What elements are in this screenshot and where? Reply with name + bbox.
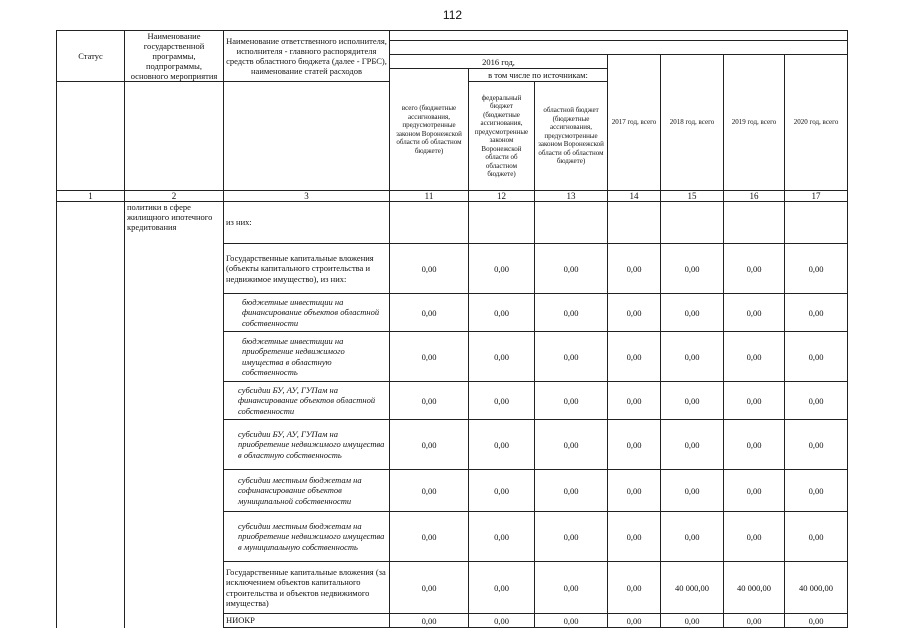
value-2016-federal: 0,00 xyxy=(469,614,535,628)
value-2020: 0,00 xyxy=(785,294,848,332)
value-2016-federal: 0,00 xyxy=(469,562,535,614)
value-2018: 0,00 xyxy=(661,614,724,628)
value-2017: 0,00 xyxy=(608,332,661,382)
value-2019: 0,00 xyxy=(724,294,785,332)
value-2018: 0,00 xyxy=(661,332,724,382)
value-2016-total: 0,00 xyxy=(390,470,469,512)
row-name: бюджетные инвестиции на финансирование объектов областной собственности xyxy=(224,294,390,332)
header-executor-cont xyxy=(224,82,390,191)
column-number: 12 xyxy=(469,191,535,202)
value-2016-federal: 0,00 xyxy=(469,512,535,562)
value-2018: 0,00 xyxy=(661,512,724,562)
value-2017 xyxy=(608,202,661,244)
row-name: из них: xyxy=(224,202,390,244)
value-2019: 40 000,00 xyxy=(724,562,785,614)
header-status: Статус xyxy=(57,31,125,82)
row-name: бюджетные инвестиции на приобретение недвижимого имущества в областную собственность xyxy=(224,332,390,382)
value-2020: 0,00 xyxy=(785,512,848,562)
column-number: 1 xyxy=(57,191,125,202)
header-federal: федеральный бюджет (бюджетные ассигнования, предусмотренные законом Воронежской области об областном бюджете) xyxy=(469,82,535,191)
row-name: субсидии БУ, АУ, ГУПам на финансирование объектов областной собственности xyxy=(224,382,390,420)
value-2016-regional xyxy=(535,202,608,244)
value-2016-regional: 0,00 xyxy=(535,614,608,628)
value-2019: 0,00 xyxy=(724,614,785,628)
header-program-cont xyxy=(125,82,224,191)
value-2016-federal: 0,00 xyxy=(469,420,535,470)
status-cell xyxy=(57,202,125,628)
value-2018: 40 000,00 xyxy=(661,562,724,614)
value-2020: 0,00 xyxy=(785,244,848,294)
value-2017: 0,00 xyxy=(608,512,661,562)
row-name: субсидии местным бюджетам на приобретение недвижимого имущества в муниципальную собственность xyxy=(224,512,390,562)
value-2016-total: 0,00 xyxy=(390,244,469,294)
value-2017: 0,00 xyxy=(608,294,661,332)
header-by-sources: в том числе по источникам: xyxy=(469,69,608,82)
column-number: 17 xyxy=(785,191,848,202)
value-2020: 0,00 xyxy=(785,382,848,420)
value-2016-regional: 0,00 xyxy=(535,512,608,562)
column-number-row xyxy=(57,191,848,202)
value-2018: 0,00 xyxy=(661,382,724,420)
column-number: 2 xyxy=(125,191,224,202)
column-number: 16 xyxy=(724,191,785,202)
program-cell: политики в сфере жилищного ипотечного кредитования xyxy=(125,202,224,628)
header-program: Наименование государственной программы, подпрограммы, основного мероприятия xyxy=(125,31,224,82)
value-2018: 0,00 xyxy=(661,294,724,332)
value-2019: 0,00 xyxy=(724,470,785,512)
value-2020: 0,00 xyxy=(785,332,848,382)
row-name: Государственные капитальные вложения (за исключением объектов капитального строительства и объектов недвижимого имущества) xyxy=(224,562,390,614)
value-2019: 0,00 xyxy=(724,332,785,382)
value-2016-regional: 0,00 xyxy=(535,420,608,470)
value-2016-federal xyxy=(469,202,535,244)
value-2019: 0,00 xyxy=(724,512,785,562)
header-total-2016: всего (бюджетные ассигнования, предусмотренные законом Воронежской области об областном бюджете) xyxy=(390,69,469,191)
value-2017: 0,00 xyxy=(608,382,661,420)
header-blank-band-2 xyxy=(390,41,848,55)
value-2018 xyxy=(661,202,724,244)
value-2020: 0,00 xyxy=(785,420,848,470)
header-regional: областной бюджет (бюджетные ассигнования, предусмотренные законом Воронежской области об областном бюджете) xyxy=(535,82,608,191)
value-2018: 0,00 xyxy=(661,420,724,470)
value-2016-federal: 0,00 xyxy=(469,470,535,512)
column-number: 3 xyxy=(224,191,390,202)
column-number: 15 xyxy=(661,191,724,202)
value-2018: 0,00 xyxy=(661,244,724,294)
table-row xyxy=(57,202,848,244)
value-2017: 0,00 xyxy=(608,420,661,470)
header-status-cont xyxy=(57,82,125,191)
value-2016-regional: 0,00 xyxy=(535,244,608,294)
value-2016-total: 0,00 xyxy=(390,512,469,562)
header-2019: 2019 год, всего xyxy=(724,55,785,191)
value-2016-federal: 0,00 xyxy=(469,332,535,382)
header-blank-band xyxy=(390,31,848,41)
value-2016-regional: 0,00 xyxy=(535,470,608,512)
value-2020: 0,00 xyxy=(785,470,848,512)
value-2016-regional: 0,00 xyxy=(535,382,608,420)
header-2020: 2020 год, всего xyxy=(785,55,848,191)
value-2016-total xyxy=(390,202,469,244)
value-2017: 0,00 xyxy=(608,470,661,512)
value-2016-total: 0,00 xyxy=(390,614,469,628)
row-name: Государственные капитальные вложения (объекты капитального строительства и недвижимое имущество), из них: xyxy=(224,244,390,294)
column-number: 11 xyxy=(390,191,469,202)
header-2018: 2018 год, всего xyxy=(661,55,724,191)
value-2016-total: 0,00 xyxy=(390,382,469,420)
header-2017: 2017 год, всего xyxy=(608,55,661,191)
value-2019: 0,00 xyxy=(724,244,785,294)
value-2016-total: 0,00 xyxy=(390,332,469,382)
value-2017: 0,00 xyxy=(608,614,661,628)
value-2017: 0,00 xyxy=(608,562,661,614)
header-year-2016: 2016 год, xyxy=(390,55,608,69)
value-2018: 0,00 xyxy=(661,470,724,512)
value-2019 xyxy=(724,202,785,244)
value-2017: 0,00 xyxy=(608,244,661,294)
row-name: субсидии местным бюджетам на софинансирование объектов муниципальной собственности xyxy=(224,470,390,512)
value-2019: 0,00 xyxy=(724,420,785,470)
value-2020: 40 000,00 xyxy=(785,562,848,614)
value-2016-federal: 0,00 xyxy=(469,294,535,332)
page-number: 112 xyxy=(442,8,463,22)
value-2016-total: 0,00 xyxy=(390,294,469,332)
value-2016-federal: 0,00 xyxy=(469,244,535,294)
value-2016-total: 0,00 xyxy=(390,420,469,470)
value-2020 xyxy=(785,202,848,244)
value-2019: 0,00 xyxy=(724,382,785,420)
value-2016-regional: 0,00 xyxy=(535,332,608,382)
value-2016-federal: 0,00 xyxy=(469,382,535,420)
value-2016-regional: 0,00 xyxy=(535,562,608,614)
header-executor: Наименование ответственного исполнителя, исполнителя - главного распорядителя средств областного бюджета (далее - ГРБС), наименование статей расходов xyxy=(224,31,390,82)
column-number: 13 xyxy=(535,191,608,202)
value-2016-regional: 0,00 xyxy=(535,294,608,332)
value-2020: 0,00 xyxy=(785,614,848,628)
value-2016-total: 0,00 xyxy=(390,562,469,614)
column-number: 14 xyxy=(608,191,661,202)
budget-table xyxy=(56,30,848,628)
row-name: субсидии БУ, АУ, ГУПам на приобретение недвижимого имущества в областную собственность xyxy=(224,420,390,470)
row-name: НИОКР xyxy=(224,614,390,628)
